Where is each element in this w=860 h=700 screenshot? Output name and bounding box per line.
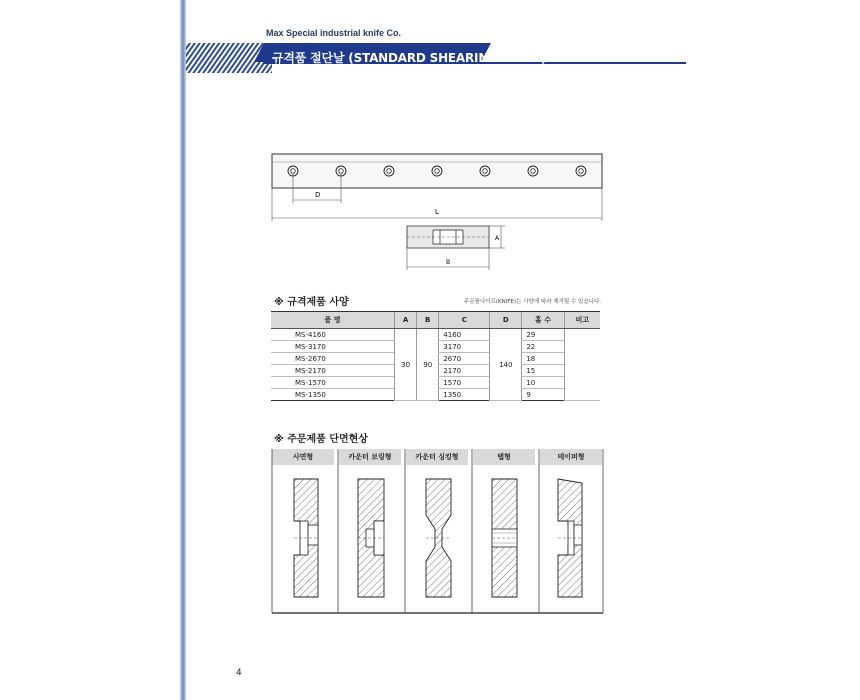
- profile-taper: [558, 479, 582, 597]
- header-c: C: [439, 312, 490, 329]
- header-d: D: [490, 312, 522, 329]
- value-c: 3170: [439, 341, 490, 353]
- profile-drawings: [270, 449, 605, 614]
- bolt-hole-inner: [483, 169, 488, 174]
- spec-table: [271, 311, 600, 401]
- page-title: 규격품 절단날 (STANDARD SHEARING KNIFE): [272, 51, 547, 65]
- profile-header-countersink: 카운터 싱킹형: [406, 449, 468, 465]
- value-c: 1570: [439, 377, 490, 389]
- dim-label-b: B: [446, 259, 451, 266]
- model-name: MS-2170: [271, 365, 395, 377]
- company-name: Max Special industrial knife Co.: [266, 28, 402, 38]
- profile-section-title: ※ 주문제품 단면현상: [274, 434, 368, 445]
- value-c: 2670: [439, 353, 490, 365]
- knife-drawing: [265, 150, 610, 275]
- bolt-hole-inner: [291, 169, 296, 174]
- value-c: 2170: [439, 365, 490, 377]
- model-name: MS-1570: [271, 377, 395, 389]
- header-b: B: [417, 312, 439, 329]
- model-name: MS-4160: [271, 329, 395, 341]
- value-c: 1350: [439, 389, 490, 401]
- spec-header-row: [271, 312, 600, 329]
- header-remarks: 비고: [564, 312, 600, 329]
- hole-count: 29: [522, 329, 564, 341]
- value-b: 90: [417, 329, 439, 401]
- model-name: MS-3170: [271, 341, 395, 353]
- header-a: A: [395, 312, 417, 329]
- value-c: 4160: [439, 329, 490, 341]
- value-d: 140: [490, 329, 522, 401]
- bolt-hole-inner: [339, 169, 344, 174]
- header-name: 품 명: [271, 312, 395, 329]
- profile-header-taper: 테이퍼형: [540, 449, 602, 465]
- bolt-hole-inner: [579, 169, 584, 174]
- header-holes: 홀 수: [522, 312, 564, 329]
- profile-countersink: [426, 479, 451, 597]
- model-name: MS-2670: [271, 353, 395, 365]
- spec-note: 주문품나이프(KNIFE)는 사양에 따라 제작될 수 있습니다.: [464, 299, 602, 305]
- bolt-hole-inner: [531, 169, 536, 174]
- bolt-hole-inner: [387, 169, 392, 174]
- bolt-hole-inner: [435, 169, 440, 174]
- profile-header-counterbore: 카운터 보링형: [339, 449, 401, 465]
- profile-bevel: [294, 479, 318, 597]
- page-number: 4: [236, 668, 242, 678]
- value-a: 30: [395, 329, 417, 401]
- dim-label-l: L: [435, 208, 439, 216]
- profile-header-tap: 탭형: [473, 449, 535, 465]
- profile-header-bevel: 사면형: [272, 449, 334, 465]
- hole-count: 10: [522, 377, 564, 389]
- remarks-cell: [564, 329, 600, 401]
- table-row: [271, 329, 600, 341]
- spec-section-title: ※ 규격제품 사양: [274, 297, 349, 308]
- profile-counterbore: [358, 479, 384, 597]
- dim-label-a: A: [495, 235, 500, 242]
- spine-bar: [180, 0, 186, 700]
- hole-count: 9: [522, 389, 564, 401]
- hole-count: 18: [522, 353, 564, 365]
- hole-count: 15: [522, 365, 564, 377]
- model-name: MS-1350: [271, 389, 395, 401]
- hole-count: 22: [522, 341, 564, 353]
- dim-label-d: D: [315, 191, 321, 199]
- profile-tap: [492, 479, 517, 597]
